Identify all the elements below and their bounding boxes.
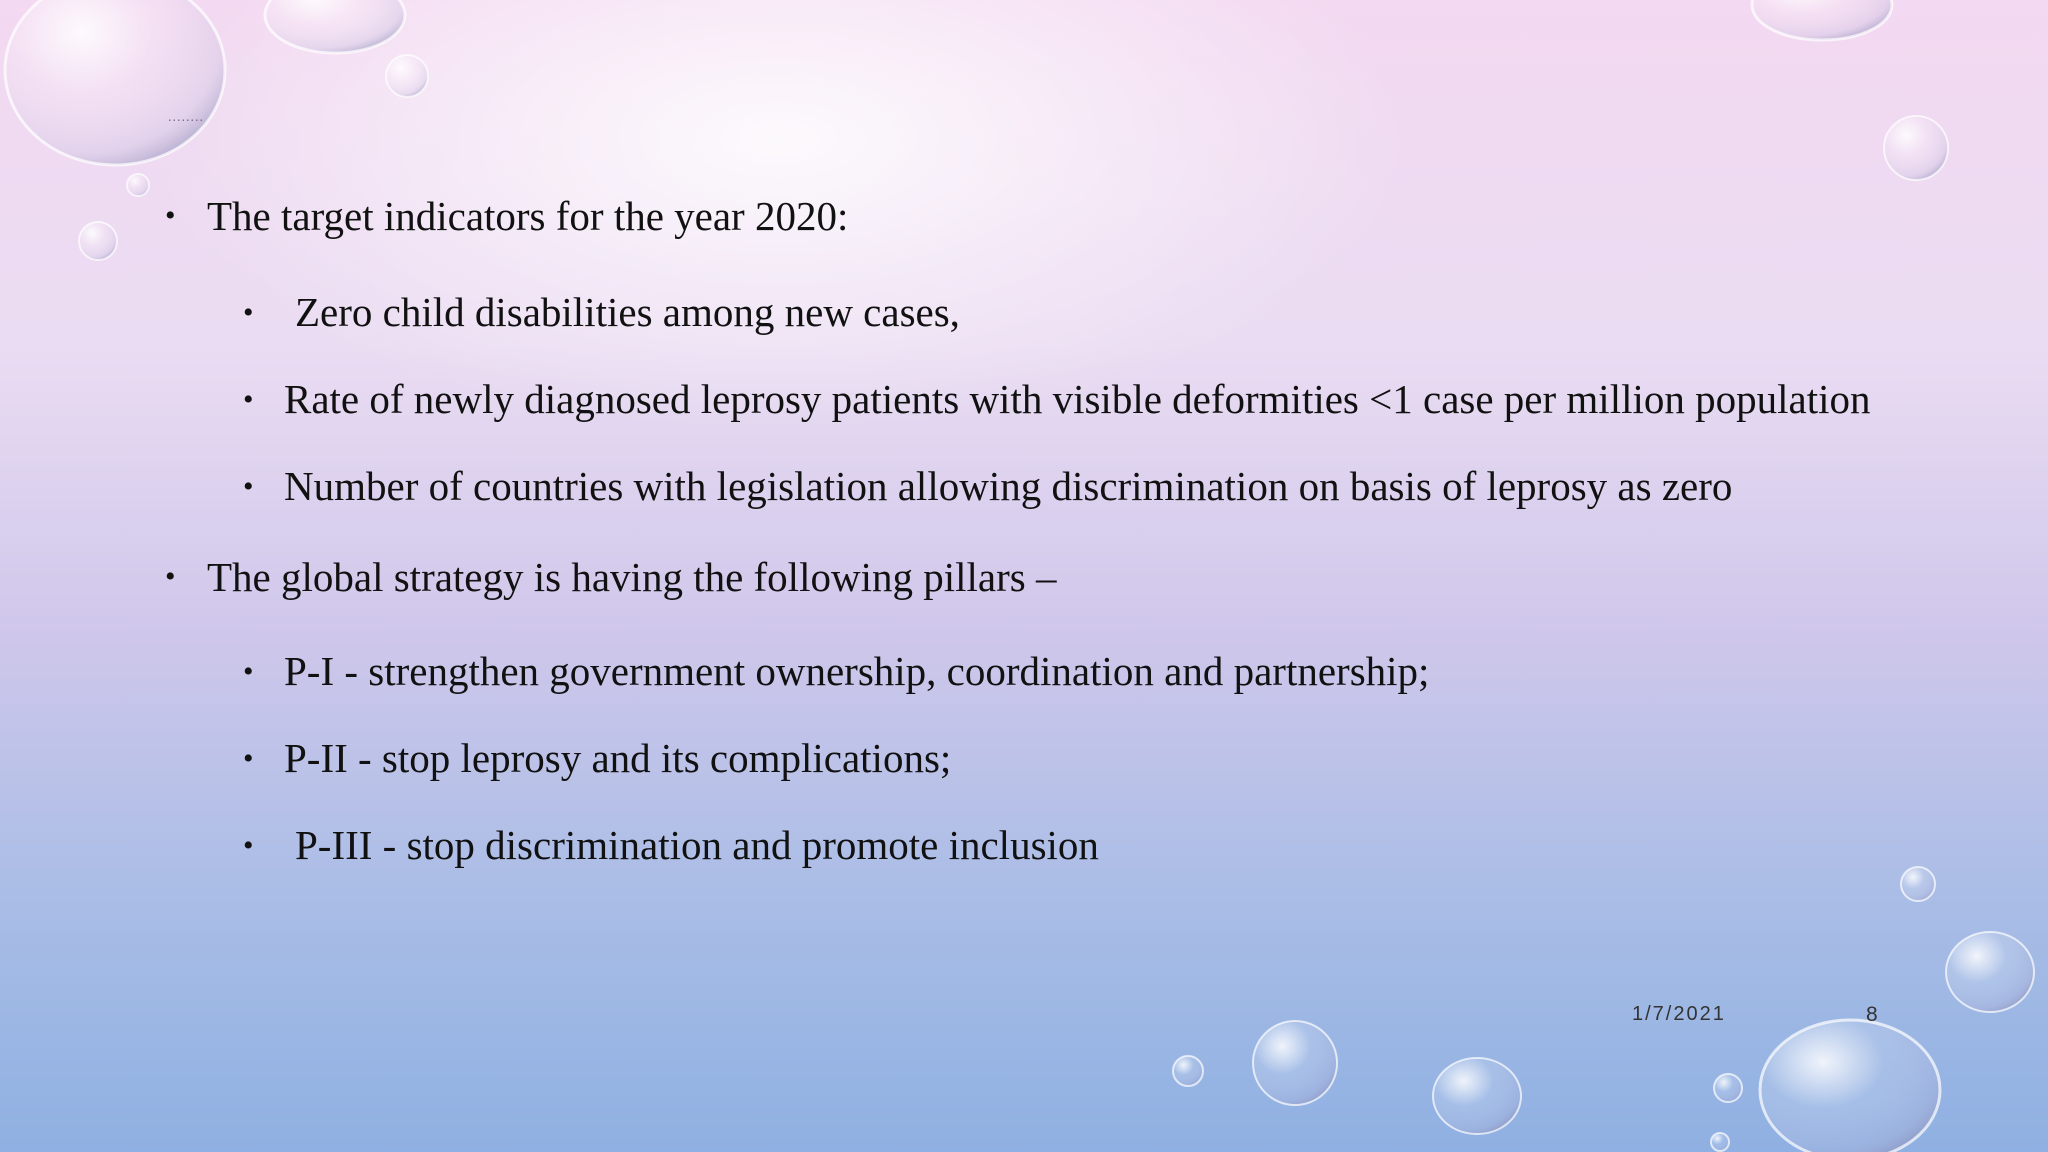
slide-body <box>165 186 1885 894</box>
bullet-icon: • <box>243 470 254 503</box>
drop-icon <box>79 222 117 260</box>
sub-bullet-legislation-discrimination <box>243 448 1885 525</box>
drop-icon <box>1901 867 1935 901</box>
drop-icon <box>1433 1058 1521 1134</box>
drop-icon <box>5 0 225 165</box>
bullet-icon: • <box>243 655 254 688</box>
drop-icon <box>1253 1021 1337 1105</box>
drop-icon <box>265 0 405 53</box>
slide-date: 1/7/2021 <box>1632 1003 1726 1025</box>
sub-bullet-text: Zero child disabilities among new cases, <box>295 289 960 335</box>
drop-icon <box>127 174 149 196</box>
sub-bullet-pillar-1 <box>243 633 1885 710</box>
bullet-target-indicators <box>165 186 1885 246</box>
drop-icon <box>1714 1074 1742 1102</box>
bullet-icon: • <box>243 383 254 416</box>
sub-bullet-zero-child-disabilities <box>243 274 1885 351</box>
drop-icon <box>1946 932 2034 1012</box>
drop-icon <box>1173 1056 1203 1086</box>
bullet-text: The target indicators for the year 2020: <box>207 193 849 239</box>
sub-bullet-text: Rate of newly diagnosed leprosy patients with visible deformities <1 case per million population <box>284 376 1871 422</box>
sub-bullet-text: P-III - stop discrimination and promote inclusion <box>295 822 1099 868</box>
bullet-text: The global strategy is having the following pillars – <box>207 554 1057 600</box>
drop-icon <box>386 55 428 97</box>
bullet-icon: • <box>243 829 254 862</box>
slide-page-number: 8 <box>1866 1003 1878 1026</box>
bullet-icon: • <box>243 296 254 329</box>
decorative-dots: ........ <box>168 110 204 125</box>
sub-bullet-rate-visible-deformities <box>243 361 1885 438</box>
sub-bullet-text: P-II - stop leprosy and its complications; <box>284 735 952 781</box>
sub-bullet-pillar-3 <box>243 807 1885 884</box>
bullet-global-strategy <box>165 547 1885 607</box>
sub-bullet-text: Number of countries with legislation allowing discrimination on basis of leprosy as zero <box>284 463 1733 509</box>
bullet-icon: • <box>243 742 254 775</box>
sub-bullet-pillar-2 <box>243 720 1885 797</box>
sub-bullet-text: P-I - strengthen government ownership, coordination and partnership; <box>284 648 1430 694</box>
drop-icon <box>1711 1133 1729 1151</box>
drop-icon <box>1760 1020 1940 1152</box>
bullet-icon: • <box>165 199 176 232</box>
drop-icon <box>1884 116 1948 180</box>
bullet-icon: • <box>165 560 176 593</box>
drop-icon <box>1752 0 1892 40</box>
